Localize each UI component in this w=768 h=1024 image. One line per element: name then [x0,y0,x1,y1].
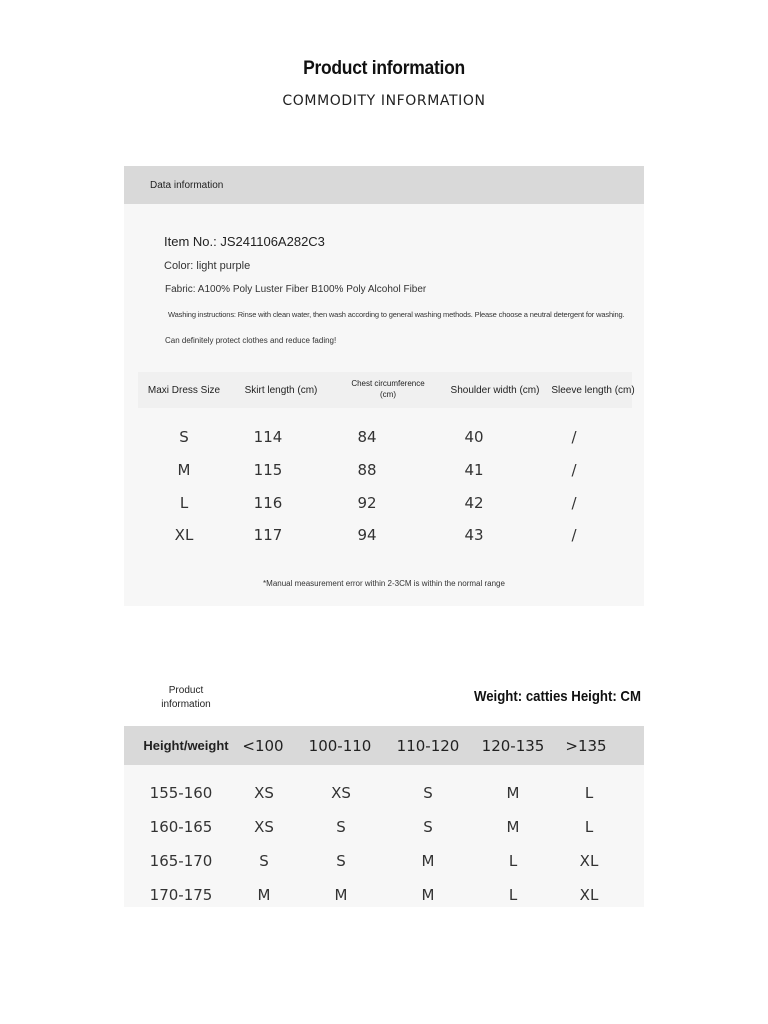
hw-col-header: Height/weight [143,738,229,753]
table-cell: 160-165 [149,818,213,836]
height-weight-table [124,726,644,907]
data-info-header [124,166,644,204]
table-cell: L [179,494,189,512]
table-cell: 42 [464,494,484,512]
table-cell: M [257,886,271,904]
table-cell: L [584,784,594,802]
hw-col-header: 110-120 [396,737,460,755]
fabric-text: Fabric: A100% Poly Luster Fiber B100% Poly Alcohol Fiber [165,284,427,295]
table-row [124,526,644,554]
table-cell: / [571,428,577,446]
table-cell: 92 [357,494,377,512]
hw-col-header: >135 [565,737,607,755]
table-cell: XS [331,784,351,802]
table-cell: 88 [357,461,377,479]
table-cell: S [336,852,346,870]
table-cell: M [177,461,191,479]
page-subtitle: COMMODITY INFORMATION [282,93,486,109]
size-col-header: Maxi Dress Size [147,385,221,396]
table-cell: S [423,784,433,802]
protect-text: Can definitely protect clothes and reduce fading! [165,336,337,345]
table-cell: 114 [253,428,283,446]
table-cell: 155-160 [149,784,213,802]
data-info-label: Data information [150,180,224,191]
hw-col-header: 120-135 [481,737,545,755]
height-weight-header [124,726,644,765]
table-cell: M [506,784,520,802]
size-col-header: Shoulder width (cm) [450,385,540,396]
table-cell: M [421,886,435,904]
table-cell: L [508,852,518,870]
table-cell: M [506,818,520,836]
table-cell: 117 [253,526,283,544]
table-cell: 41 [464,461,484,479]
size-table-header [138,372,635,408]
color-text: Color: light purple [164,260,251,272]
table-cell: 84 [357,428,377,446]
page-title: Product information [303,58,465,79]
product-info-label: Product information [161,685,211,710]
units-label: Weight: catties Height: CM [474,688,641,705]
item-number: Item No.: JS241106A282C3 [164,234,325,249]
measurement-note: *Manual measurement error within 2-3CM is within the normal range [263,579,505,588]
table-cell: 170-175 [149,886,213,904]
table-cell: XL [579,852,599,870]
table-row [124,461,644,489]
table-row [124,494,644,522]
data-info-panel [124,166,644,606]
table-cell: / [571,526,577,544]
hw-col-header: 100-110 [308,737,372,755]
size-col-header: Skirt length (cm) [244,385,318,396]
table-cell: L [584,818,594,836]
hw-col-header: <100 [242,737,284,755]
table-cell: S [423,818,433,836]
table-cell: S [336,818,346,836]
table-cell: M [334,886,348,904]
table-cell: / [571,494,577,512]
table-cell: 94 [357,526,377,544]
table-cell: 115 [253,461,283,479]
table-cell: XL [579,886,599,904]
table-cell: S [259,852,269,870]
table-cell: 43 [464,526,484,544]
table-cell: XS [254,784,274,802]
washing-instructions: Washing instructions: Rinse with clean water, then wash according to general washing methods. Please choose a neutral detergent for washing. [168,310,625,319]
table-cell: 116 [253,494,283,512]
table-cell: XS [254,818,274,836]
table-cell: L [508,886,518,904]
table-row [124,428,644,456]
table-cell: 40 [464,428,484,446]
table-cell: XL [174,526,194,544]
size-col-header: Chest circumference (cm) [351,379,425,399]
size-col-header: Sleeve length (cm) [551,385,635,396]
table-cell: 165-170 [149,852,213,870]
table-cell: M [421,852,435,870]
table-cell: S [179,428,189,446]
table-cell: / [571,461,577,479]
